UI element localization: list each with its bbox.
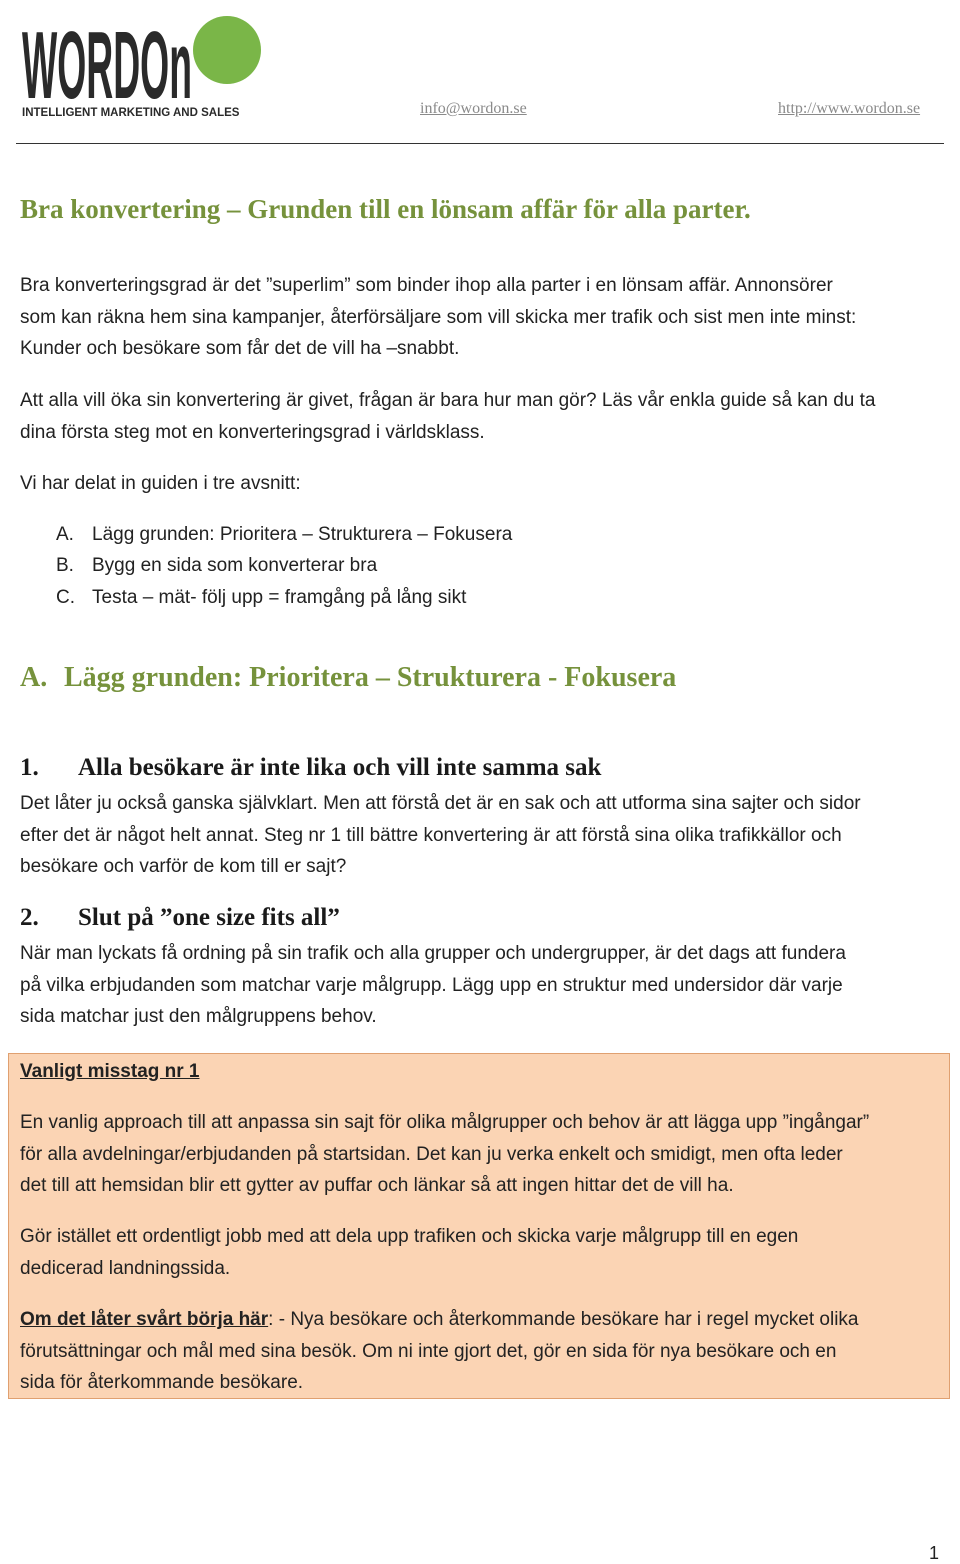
- callout-line: dedicerad landningssida.: [20, 1257, 231, 1279]
- intro-paragraph: [20, 270, 940, 365]
- point-line: sida matchar just den målgruppens behov.: [20, 1006, 377, 1028]
- page-number: 1: [929, 1543, 940, 1563]
- point-title: Slut på ”one size fits all”: [78, 904, 340, 931]
- logo-circle: [193, 16, 261, 84]
- point-number: 1.: [20, 754, 39, 781]
- callout-line: En vanlig approach till att anpassa sin sajt för olika målgrupper och behov är att lägga upp ”ingångar”: [20, 1112, 870, 1133]
- callout-paragraph: [20, 1304, 940, 1399]
- point-paragraph: [20, 938, 940, 1033]
- list-letter: B.: [56, 555, 74, 576]
- point-heading: [20, 754, 601, 782]
- guide-intro: [20, 468, 940, 500]
- point-line: efter det är något helt annat. Steg nr 1 till bättre konvertering är att förstå sina olika trafikkällor och: [20, 824, 842, 846]
- intro-line: Bra konverteringsgrad är det ”superlim” som binder ihop alla parter i en lönsam affär. Annonsörer: [20, 275, 833, 296]
- callout-title-text: Vanligt misstag nr 1: [20, 1061, 200, 1082]
- callout-paragraph: [20, 1107, 940, 1202]
- list-letter: C.: [56, 587, 75, 608]
- callout-line: för alla avdelningar/erbjudanden på startsidan. Det kan ju verka enkelt och smidigt, men ofta leder: [20, 1143, 843, 1165]
- list-text: Testa – mät- följ upp = framgång på lång sikt: [92, 587, 467, 608]
- list-item: [56, 555, 377, 577]
- callout-line: [20, 1304, 940, 1336]
- intro-line: som kan räkna hem sina kampanjer, återförsäljare som vill skicka mer trafik och sist men inte minst:: [20, 306, 857, 328]
- callout-line: Gör istället ett ordentligt jobb med att dela upp trafiken och skicka varje målgrupp till en egen: [20, 1226, 799, 1247]
- point-number: 2.: [20, 904, 39, 931]
- list-text: Bygg en sida som konverterar bra: [92, 555, 378, 576]
- list-item: [56, 587, 466, 609]
- guide-line: Att alla vill öka sin konvertering är givet, frågan är bara hur man gör? Läs vår enkla guide så kan du ta: [20, 390, 876, 411]
- logo-tagline: INTELLIGENT MARKETING AND SALES: [22, 107, 240, 119]
- list-item: [56, 524, 512, 546]
- intro-line: Kunder och besökare som får det de vill ha –snabbt.: [20, 338, 460, 360]
- point-line: När man lyckats få ordning på sin trafik och alla grupper och undergrupper, är det dags att fundera: [20, 943, 846, 964]
- wordon-logo: [22, 2, 262, 122]
- logo-wordmark: [22, 12, 192, 119]
- point-line: Det låter ju också ganska självklart. Men att förstå det är en sak och att utforma sina sajter och sidor: [20, 793, 861, 814]
- point-heading: [20, 904, 340, 932]
- callout-lead: Om det låter svårt börja här: [20, 1309, 269, 1330]
- document-title: Bra konvertering – Grunden till en lönsam affär för alla parter.: [20, 194, 751, 224]
- section-letter: A.: [20, 662, 48, 693]
- point-title: Alla besökare är inte lika och vill inte samma sak: [78, 754, 602, 781]
- point-line: på vilka erbjudanden som matchar varje målgrupp. Lägg upp en struktur med undersidor där varje: [20, 974, 843, 996]
- callout-line-rest: : - Nya besökare och återkommande besökare har i regel mycket olika: [268, 1309, 859, 1330]
- callout-line: förutsättningar och mål med sina besök. Om ni inte gjort det, gör en sida för nya besökare och en: [20, 1340, 837, 1362]
- guide-line: dina första steg mot en konverteringsgrad i världsklass.: [20, 421, 485, 443]
- section-heading: [20, 662, 676, 694]
- callout-paragraph: [20, 1221, 940, 1284]
- website-link[interactable]: http://www.wordon.se: [778, 100, 921, 117]
- email-link[interactable]: info@wordon.se: [420, 100, 527, 117]
- callout-title: [20, 1056, 940, 1088]
- point-paragraph: [20, 788, 940, 883]
- logo-text: WORDOn: [22, 12, 192, 119]
- callout-line: sida för återkommande besökare.: [20, 1372, 304, 1394]
- list-text: Lägg grunden: Prioritera – Strukturera – Fokusera: [92, 524, 513, 545]
- callout-line: det till att hemsidan blir ett gytter av puffar och länkar så att ingen hittar det de vill ha.: [20, 1175, 734, 1197]
- list-letter: A.: [56, 524, 74, 545]
- header-divider: [16, 143, 944, 144]
- point-line: besökare och varför de kom till er sajt?: [20, 856, 347, 878]
- guide-intro-text: Vi har delat in guiden i tre avsnitt:: [20, 473, 301, 494]
- guide-paragraph: [20, 385, 940, 448]
- section-title: Lägg grunden: Prioritera – Strukturera - Fokusera: [64, 662, 677, 693]
